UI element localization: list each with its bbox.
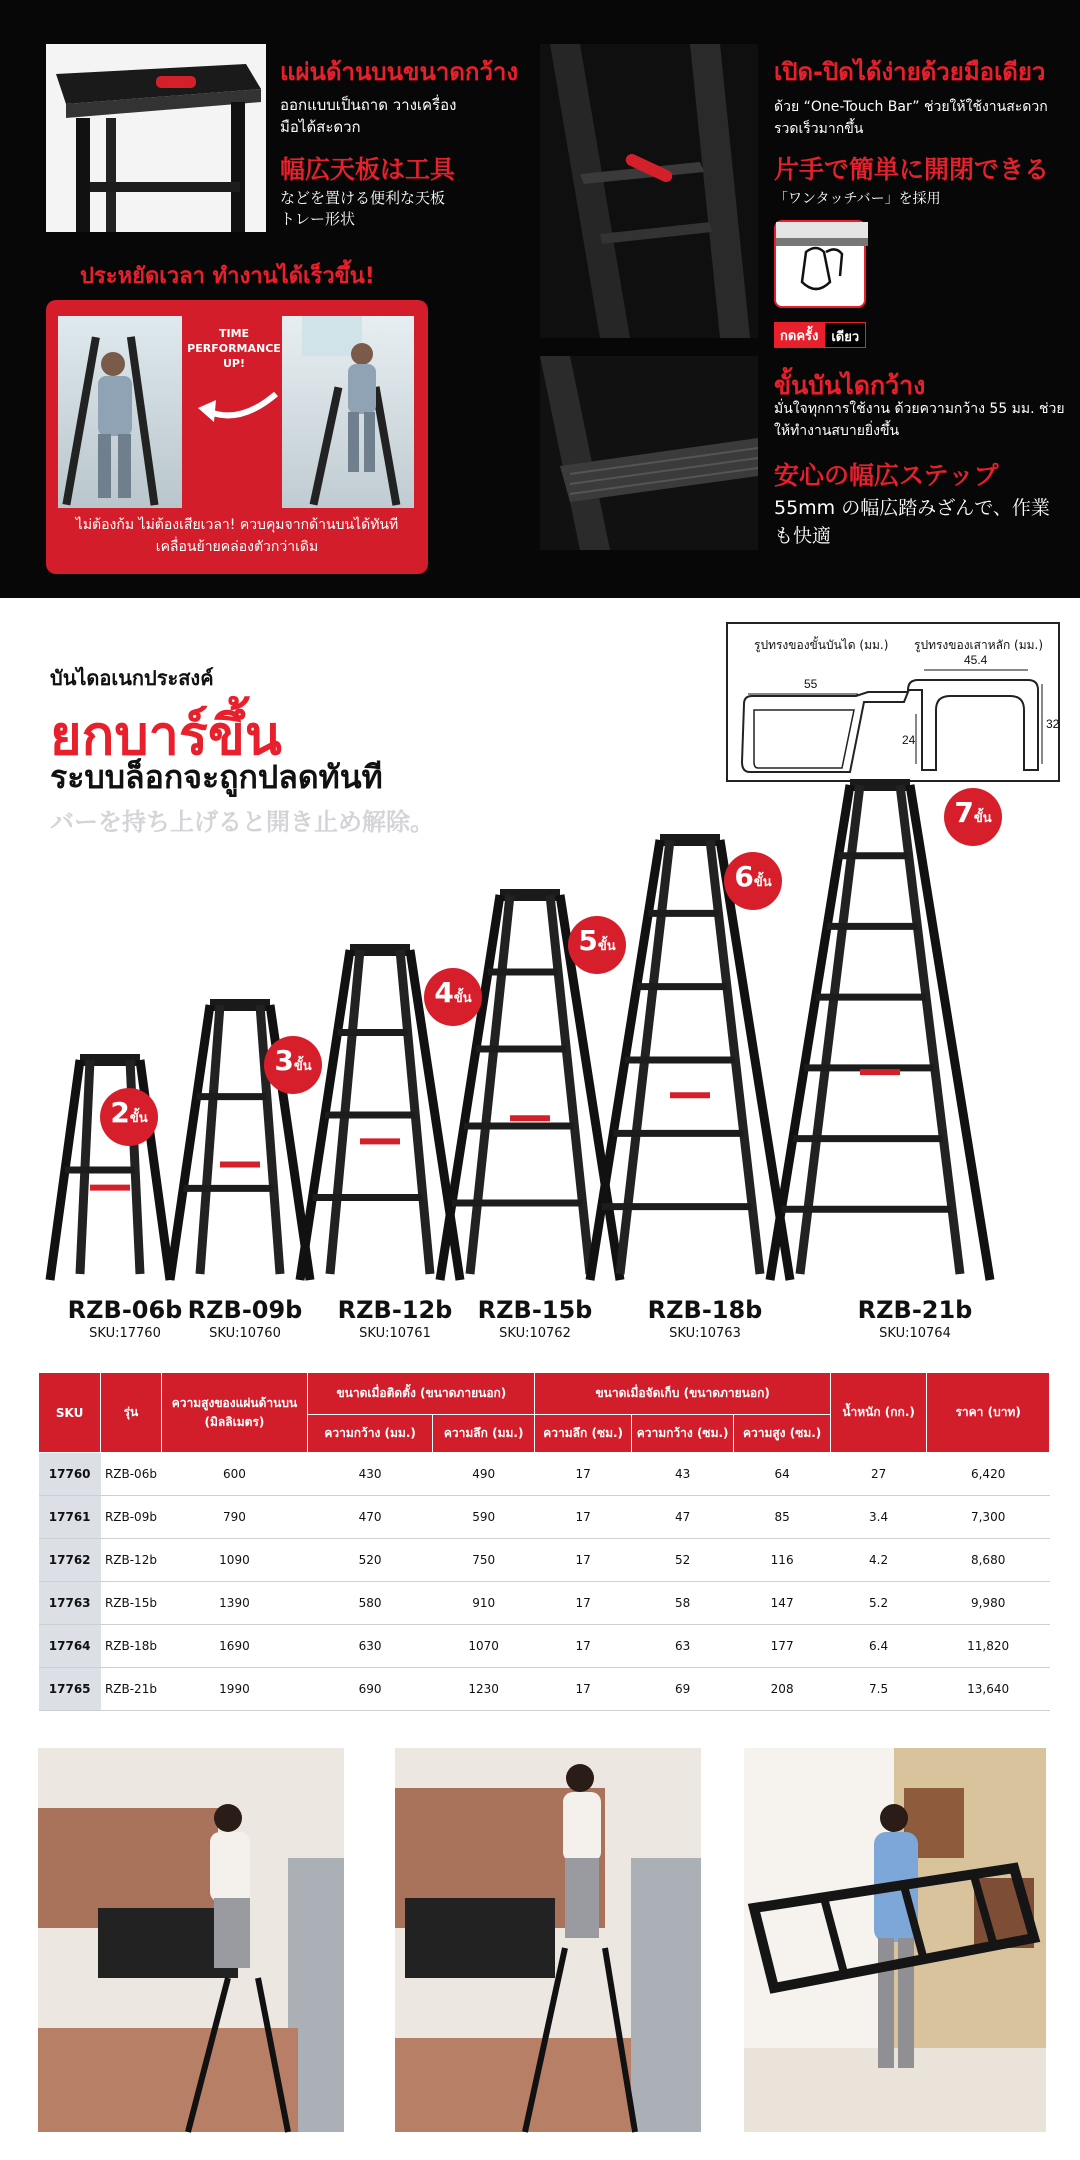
- cell: 11,820: [927, 1625, 1050, 1668]
- cell: 17761: [39, 1496, 101, 1539]
- cell: 208: [734, 1668, 830, 1711]
- table-row: [39, 1582, 1050, 1625]
- cell: 17760: [39, 1453, 101, 1496]
- step-unit: ขั้น: [453, 991, 472, 1006]
- feature3-desc: มั่นใจทุกการใช้งาน ด้วยความกว้าง 55 มม. ช่วยให้ทำงานสบายยิ่งขึ้น: [774, 401, 1065, 439]
- cell: RZB-15b: [101, 1582, 161, 1625]
- cell: 63: [631, 1625, 734, 1668]
- step-count: 6: [734, 860, 754, 893]
- model-name: RZB-09b: [187, 1296, 303, 1324]
- cell: 750: [432, 1539, 535, 1582]
- spec-table: [38, 1372, 1050, 1711]
- table-row: [39, 1539, 1050, 1582]
- sub-title: ระบบล็อกจะถูกปลดทันที: [50, 758, 383, 796]
- feature2-desc-jp: 「ワンタッチバー」を採用: [774, 191, 941, 207]
- step-unit: ขั้น: [597, 939, 616, 954]
- cell: 17: [535, 1668, 631, 1711]
- cell: 17764: [39, 1625, 101, 1668]
- time-performance-label: TIME PERFORMANCE UP!: [187, 327, 281, 370]
- table-row: [39, 1668, 1050, 1711]
- cell: 17762: [39, 1539, 101, 1582]
- cell: 910: [432, 1582, 535, 1625]
- step-badge: [724, 852, 782, 910]
- feature2-desc: ด้วย “One-Touch Bar” ช่วยให้ใช้งานสะดวก รวดเร็วมากขึ้น: [774, 99, 1048, 137]
- step-unit: ขั้น: [293, 1059, 312, 1074]
- cell: 1070: [432, 1625, 535, 1668]
- cell: 600: [161, 1453, 308, 1496]
- cell: 17: [535, 1453, 631, 1496]
- cell: 7.5: [830, 1668, 926, 1711]
- cell: 590: [432, 1496, 535, 1539]
- curved-arrow-icon: [196, 384, 282, 434]
- step-unit: ขั้น: [129, 1111, 148, 1126]
- press-once-a: กดครั้ง: [774, 322, 824, 348]
- step-badge: [568, 916, 626, 974]
- cell: 1230: [432, 1668, 535, 1711]
- th-weight: น้ำหนัก (กก.): [830, 1373, 926, 1453]
- table-row: [39, 1453, 1050, 1496]
- cell: 17: [535, 1582, 631, 1625]
- cell: 17765: [39, 1668, 101, 1711]
- feature1-title-jp: 幅広天板は工具: [280, 155, 456, 184]
- step-count: 4: [434, 976, 454, 1009]
- cell: 8,680: [927, 1539, 1050, 1582]
- cell: 52: [631, 1539, 734, 1582]
- table-row: [39, 1496, 1050, 1539]
- ladder-RZB-06b: [50, 1060, 170, 1280]
- model-name: RZB-18b: [647, 1296, 763, 1324]
- model-label: [620, 1296, 790, 1341]
- cell: RZB-06b: [101, 1453, 161, 1496]
- step-count: 3: [274, 1044, 294, 1077]
- wide-step-photo: [540, 356, 758, 550]
- cell: 1990: [161, 1668, 308, 1711]
- model-sku: SKU:10764: [879, 1326, 951, 1341]
- feature-section: [0, 0, 1080, 598]
- model-sku: SKU:17760: [89, 1326, 161, 1341]
- main-title: ยกบาร์ขึ้น: [50, 704, 282, 767]
- step-width-value: 55: [804, 677, 818, 691]
- model-sku: SKU:10762: [499, 1326, 571, 1341]
- profile-diagram: [726, 622, 1060, 782]
- th-price: ราคา (บาท): [927, 1373, 1050, 1453]
- post-height-right: 32: [1046, 717, 1060, 731]
- feature1-title: แผ่นด้านบนขนาดกว้าง: [280, 58, 519, 86]
- th-st-width: ความกว้าง (ซม.): [631, 1415, 734, 1453]
- bending-person-photo: [58, 316, 182, 508]
- cell: 85: [734, 1496, 830, 1539]
- save-time-box: [46, 300, 428, 574]
- model-label: [160, 1296, 330, 1341]
- th-inst-depth: ความลึก (มม.): [432, 1415, 535, 1453]
- model-sku: SKU:10763: [669, 1326, 741, 1341]
- jp-title: バーを持ち上げると開き止め解除。: [50, 808, 434, 836]
- cell: 690: [308, 1668, 433, 1711]
- cell: 9,980: [927, 1582, 1050, 1625]
- cell: 630: [308, 1625, 433, 1668]
- cell: 1090: [161, 1539, 308, 1582]
- feature1-desc-jp: などを置ける便利な天板トレー形状: [280, 189, 446, 228]
- cell: 47: [631, 1496, 734, 1539]
- step-unit: ขั้น: [753, 875, 772, 890]
- step-badge: [264, 1036, 322, 1094]
- step-badge: [100, 1088, 158, 1146]
- press-once-tag: [774, 322, 866, 348]
- cell: 6,420: [927, 1453, 1050, 1496]
- step-count: 5: [578, 924, 598, 957]
- th-st-height: ความสูง (ซม.): [734, 1415, 830, 1453]
- cell: 5.2: [830, 1582, 926, 1625]
- cell: 470: [308, 1496, 433, 1539]
- step-profile-label: รูปทรงของขั้นบันได (มม.): [754, 638, 889, 652]
- th-model: รุ่น: [101, 1373, 161, 1453]
- post-profile-label: รูปทรงของเสาหลัก (มม.): [914, 638, 1044, 652]
- cell: RZB-21b: [101, 1668, 161, 1711]
- cell: 69: [631, 1668, 734, 1711]
- cell: 116: [734, 1539, 830, 1582]
- model-name: RZB-15b: [477, 1296, 593, 1324]
- kitchen-photo-1: [38, 1748, 344, 2132]
- th-inst-width: ความกว้าง (มม.): [308, 1415, 433, 1453]
- model-name: RZB-12b: [337, 1296, 453, 1324]
- standing-person-photo: [282, 316, 414, 508]
- model-sku: SKU:10761: [359, 1326, 431, 1341]
- cell: 177: [734, 1625, 830, 1668]
- model-label: [450, 1296, 620, 1341]
- step-count: 7: [954, 796, 974, 829]
- post-width-value: 45.4: [964, 653, 988, 667]
- step-unit: ขั้น: [973, 811, 992, 826]
- save-time-desc: ไม่ต้องก้ม ไม่ต้องเสียเวลา! ควบคุมจากด้านบนได้ทันที เคลื่อนย้ายคล่องตัวกว่าเดิม: [75, 517, 399, 555]
- cell: 13,640: [927, 1668, 1050, 1711]
- cell: 430: [308, 1453, 433, 1496]
- th-st-depth: ความลึก (ซม.): [535, 1415, 631, 1453]
- th-stored: ขนาดเมื่อจัดเก็บ (ขนาดภายนอก): [535, 1373, 830, 1415]
- ladder-drawings: [0, 800, 1080, 1300]
- press-once-b: เดียว: [824, 322, 866, 348]
- ladder-lineup: [0, 800, 1080, 1300]
- step-badge: [424, 968, 482, 1026]
- cell: 580: [308, 1582, 433, 1625]
- feature2-title-jp: 片手で簡単に開閉できる: [774, 155, 1050, 184]
- cell: 520: [308, 1539, 433, 1582]
- feature3-title-jp: 安心の幅広ステップ: [774, 461, 999, 490]
- top-plate-photo: [46, 44, 266, 232]
- cell: 17: [535, 1539, 631, 1582]
- feature2-title: เปิด-ปิดได้ง่ายด้วยมือเดียว: [774, 58, 1046, 86]
- cell: 4.2: [830, 1539, 926, 1582]
- cell: 6.4: [830, 1625, 926, 1668]
- th-sku: SKU: [39, 1373, 101, 1453]
- cell: 1390: [161, 1582, 308, 1625]
- cell: 1690: [161, 1625, 308, 1668]
- cell: 27: [830, 1453, 926, 1496]
- kitchen-photo-2: [395, 1748, 701, 2132]
- cell: RZB-18b: [101, 1625, 161, 1668]
- cell: 147: [734, 1582, 830, 1625]
- ladder-RZB-21b: [770, 785, 990, 1280]
- table-row: [39, 1625, 1050, 1668]
- cell: 490: [432, 1453, 535, 1496]
- th-installed: ขนาดเมื่อติดตั้ง (ขนาดภายนอก): [308, 1373, 535, 1415]
- one-touch-bar-photo: [540, 44, 758, 338]
- cell: 43: [631, 1453, 734, 1496]
- model-label: [830, 1296, 1000, 1341]
- save-time-title: ประหยัดเวลา ทำงานได้เร็วขึ้น!: [80, 264, 375, 289]
- cell: 17: [535, 1496, 631, 1539]
- model-name: RZB-21b: [857, 1296, 973, 1324]
- step-badge: [944, 788, 1002, 846]
- cell: 790: [161, 1496, 308, 1539]
- th-top-height: ความสูงของแผ่นด้านบน (มิลลิเมตร): [161, 1373, 308, 1453]
- cell: 17763: [39, 1582, 101, 1625]
- feature1-desc: ออกแบบเป็นถาด วางเครื่องมือได้สะดวก: [280, 96, 457, 136]
- model-name: RZB-06b: [67, 1296, 183, 1324]
- feature3-desc-jp: 55mm の幅広踏みざんで、作業も快適: [774, 497, 1050, 547]
- carrying-ladder-photo: [744, 1748, 1046, 2132]
- cell: 7,300: [927, 1496, 1050, 1539]
- step-count: 2: [110, 1096, 130, 1129]
- feature3-title: ขั้นบันไดกว้าง: [774, 371, 926, 400]
- model-sku: SKU:10760: [209, 1326, 281, 1341]
- cell: 3.4: [830, 1496, 926, 1539]
- post-height-left: 24: [902, 733, 916, 747]
- cell: RZB-09b: [101, 1496, 161, 1539]
- cell: 17: [535, 1625, 631, 1668]
- pre-title: บันไดอเนกประสงค์: [50, 666, 214, 690]
- cell: 64: [734, 1453, 830, 1496]
- cell: 58: [631, 1582, 734, 1625]
- cell: RZB-12b: [101, 1539, 161, 1582]
- hand-press-icon: [774, 220, 866, 308]
